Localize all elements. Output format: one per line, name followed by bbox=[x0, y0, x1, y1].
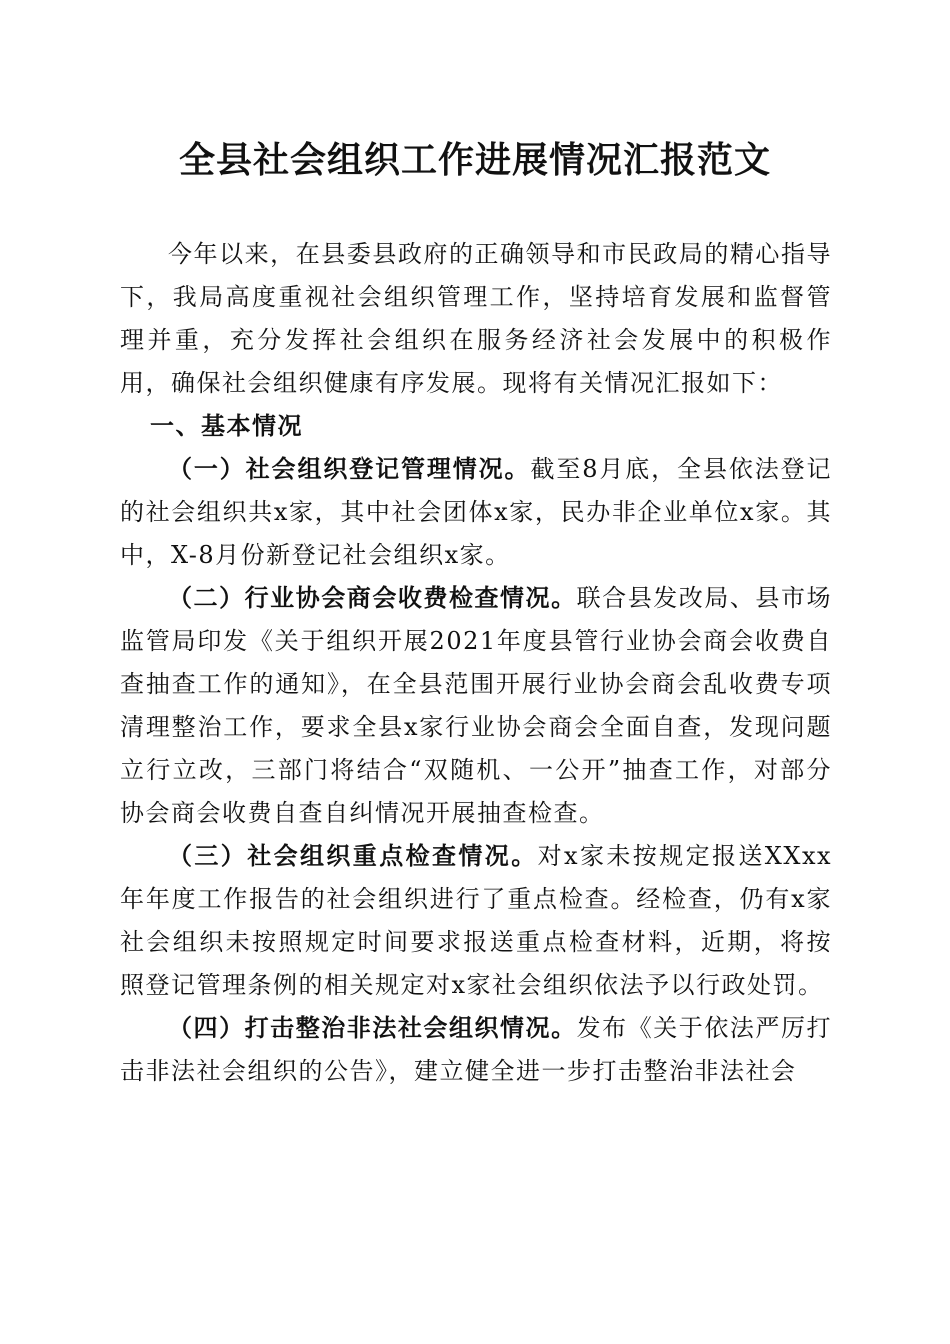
section-heading-basic-situation: 一、基本情况 bbox=[150, 412, 303, 440]
item-fee-inspection bbox=[120, 577, 832, 835]
item-text: 截至8月底，全县依法登记的社会组织共x家，其中社会团体x家，民办非企业单位x家。其中，X-8月份新登记社会组织x家。 bbox=[120, 455, 832, 569]
document-body bbox=[120, 233, 832, 1093]
item-lead: （二）行业协会商会收费检查情况。 bbox=[168, 584, 577, 612]
document-title: 全县社会组织工作进展情况汇报范文 bbox=[178, 140, 771, 181]
item-registration-management bbox=[120, 448, 832, 577]
intro-paragraph: 今年以来，在县委县政府的正确领导和市民政局的精心指导下，我局高度重视社会组织管理工作，坚持培育发展和监督管理并重，充分发挥社会组织在服务经济社会发展中的积极作用，确保社会组织健康有序发展。现将有关情况汇报如下： bbox=[120, 240, 832, 397]
item-text: 联合县发改局、县市场监管局印发《关于组织开展2021年度县管行业协会商会收费自查抽查工作的通知》，在全县范围开展行业协会商会乱收费专项清理整治工作，要求全县x家行业协会商会全面自查，发现问题立行立改，三部门将结合“双随机、一公开”抽查工作，对部分协会商会收费自查自纠情况开展抽查检查。 bbox=[120, 584, 832, 827]
item-lead: （三）社会组织重点检查情况。 bbox=[168, 842, 538, 870]
item-illegal-org-crackdown bbox=[120, 1007, 832, 1093]
item-text: 对x家未按规定报送XXxx年年度工作报告的社会组织进行了重点检查。经检查，仍有x家社会组织未按照规定时间要求报送重点检查材料，近期，将按照登记管理条例的相关规定对x家社会组织依法予以行政处罚。 bbox=[120, 842, 833, 999]
item-key-inspection bbox=[120, 835, 832, 1007]
item-text: 发布《关于依法严厉打击非法社会组织的公告》，建立健全进一步打击整治非法社会 bbox=[120, 1014, 832, 1085]
item-lead: （一）社会组织登记管理情况。 bbox=[168, 455, 531, 483]
item-lead: （四）打击整治非法社会组织情况。 bbox=[168, 1014, 577, 1042]
